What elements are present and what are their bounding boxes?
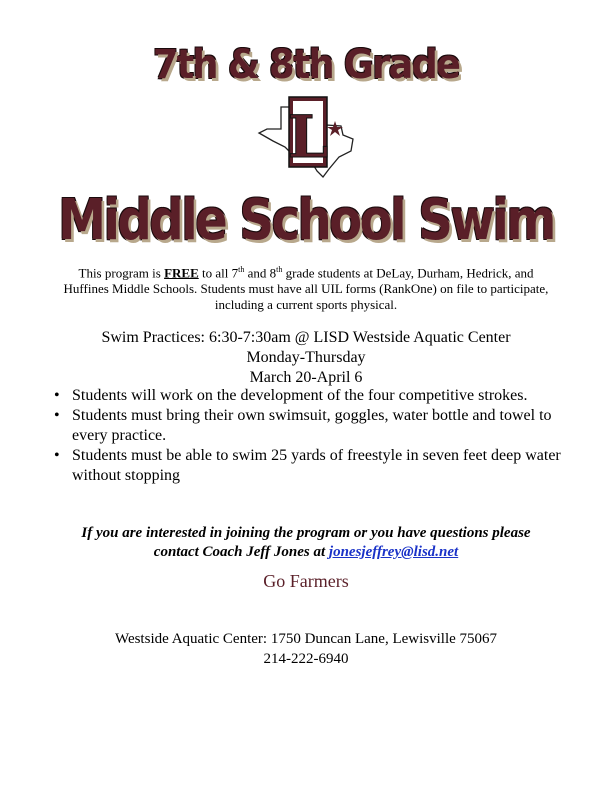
practice-dates: March 20-April 6 [249,369,363,386]
free-emphasis: FREE [164,265,199,281]
logo-letter: L [287,103,329,171]
email-link[interactable]: jonesjeffrey@lisd.net [328,544,459,560]
intro-paragraph [0,262,612,313]
title-top: 7th & 8th Grade [152,42,460,88]
contact-line-1: If you are interested in joining the program or you have questions please [81,525,531,541]
list-item: • Students will work on the development of the four competitive strokes. [54,387,528,404]
contact-line-2: contact Coach Jeff Jones at jonesjeffrey@lisd.net [153,544,459,560]
intro-line-2: Huffines Middle Schools. Students must have all UIL forms (RankOne) on file to participate, [63,281,549,297]
bullet-icon: • [54,447,60,464]
contact-paragraph [0,524,612,562]
practice-time: Swim Practices: 6:30-7:30am @ LISD Westside Aquatic Center [101,329,511,346]
list-item: • Students must bring their own swimsuit, goggles, water bottle and towel to every practice. [54,407,552,444]
sign-off: Go Farmers [263,571,349,591]
practice-schedule [0,328,612,388]
intro-line-1: This program is FREE to all 7th and 8th grade students at DeLay, Durham, Hedrick, and [78,265,534,281]
bullet-icon: • [54,387,60,404]
requirements-list [0,386,612,486]
intro-line-3: including a current sports physical. [214,297,398,313]
title-main: Middle School Swim [58,188,554,253]
address-block [0,629,612,669]
practice-days: Monday-Thursday [246,349,366,366]
bullet-icon: • [54,407,60,424]
list-item: • Students must be able to swim 25 yards of freestyle in seven feet deep water without stopping [54,447,561,484]
phone-number: 214-222-6940 [263,651,349,667]
texas-l-logo-icon [251,93,361,179]
address-line: Westside Aquatic Center: 1750 Duncan Lane, Lewisville 75067 [114,631,498,647]
